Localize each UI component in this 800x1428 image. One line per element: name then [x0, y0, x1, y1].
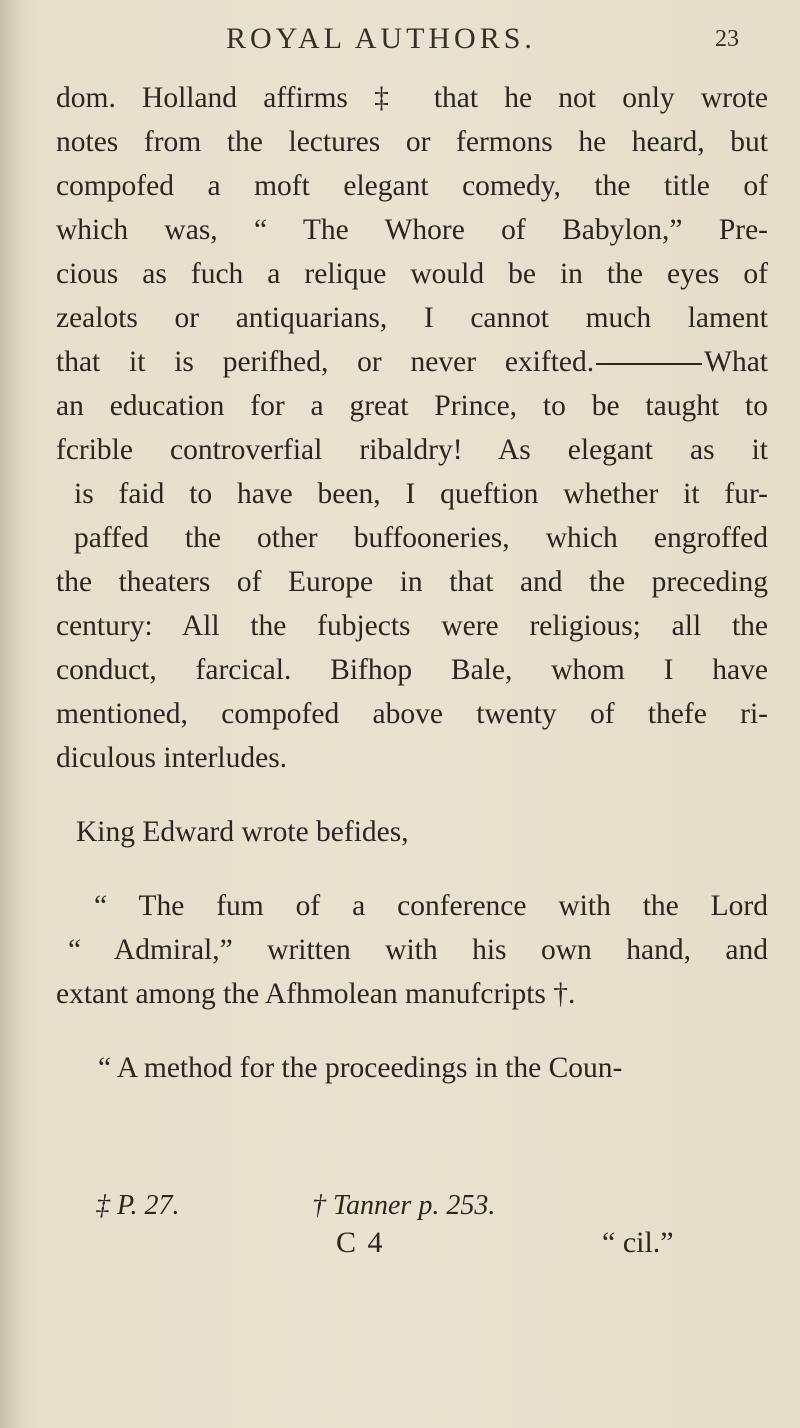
text-line: the theaters of Europe in that and the preceding [56, 566, 768, 598]
text-line: cious as fuch a relique would be in the eyes of [56, 258, 768, 290]
page-header [0, 0, 800, 72]
text-line: compofed a moft elegant comedy, the title of [56, 170, 768, 202]
em-dash-rule [596, 363, 702, 365]
quote-line: “ The fum of a conference with the Lord [94, 890, 768, 922]
text-line: century: All the fubjects were religious; all the [56, 610, 768, 642]
text-line-with-dash [56, 340, 768, 384]
text-line: fcrible controverfial ribaldry! As elegant as it [56, 434, 768, 466]
text-line: conduct, farcical. Bifhop Bale, whom I have [56, 654, 768, 686]
signature-mark: C 4 [336, 1226, 385, 1259]
text-line: zealots or antiquarians, I cannot much lament [56, 302, 768, 334]
text-line: dom. Holland affirms ‡ that he not only wrote [56, 82, 768, 114]
quote-line: extant among the Afhmolean manufcripts †. [56, 978, 576, 1010]
text-line: which was, “ The Whore of Babylon,” Pre- [56, 214, 768, 246]
text-line: notes from the lectures or fermons he heard, but [56, 126, 768, 158]
text-line: is faid to have been, I queftion whether it fur- [74, 478, 768, 510]
page-number: 23 [715, 26, 739, 52]
text-line: mentioned, compofed above twenty of thefe ri- [56, 698, 768, 730]
page-edge-shadow [0, 0, 22, 1428]
text-line: an education for a great Prince, to be taught to [56, 390, 768, 422]
text-line: diculous interludes. [56, 742, 288, 774]
quote-line: “ Admiral,” written with his own hand, and [68, 934, 768, 966]
footnote: ‡ P. 27. [96, 1190, 180, 1221]
catchword: “ cil.” [602, 1226, 674, 1259]
text-line-head: that it is perifhed, or never exifted. [56, 346, 595, 378]
footnote: † Tanner p. 253. [312, 1190, 496, 1221]
body-text [56, 76, 768, 1090]
king-edward-line: King Edward wrote befides, [76, 816, 409, 848]
text-line-tail: What [704, 346, 768, 378]
running-title: ROYAL AUTHORS. [226, 22, 536, 55]
text-line: paffed the other buffooneries, which engroffed [74, 522, 768, 554]
quote-line: “ A method for the proceedings in the Coun- [98, 1052, 623, 1084]
